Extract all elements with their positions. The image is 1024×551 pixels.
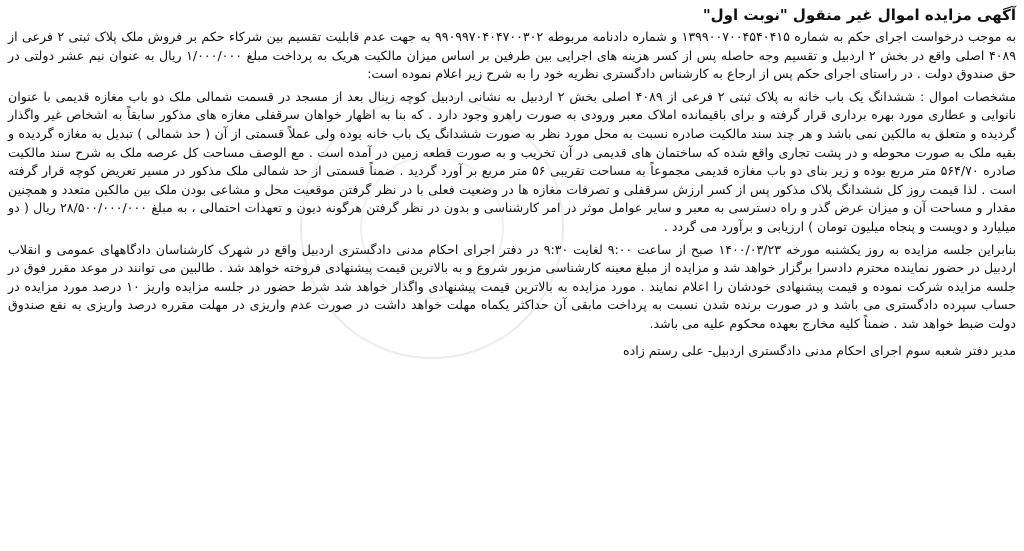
paragraph-property-specs: مشخصات اموال : ششدانگ یک باب خانه به پلاک ثبتی ۲ فرعی از ۴۰۸۹ اصلی بخش ۲ اردبیل به نشانی اردبیل کوچه زینال بعد از مسجد در قسمت شمالی ملک دو باب مغازه قدیمی با عنوان نانوایی و عطاری مورد بهره برداری قرار گرفته و برای باقیمانده املاک معبر ورودی به صورت راهرو وجود دارد . که بنا به اظهار خواهان سرقفلی مغازه های مذکور سابقاً به اشخاص غیر واگذار گردیده و متعلق به مالکین نمی باشد و هر چند سند مالکیت صادره نسبت به محل مورد نظر به صورت ششدانگ یک باب خانه بوده ولی عملاً قسمتی از آن ( حد شمالی ) تبدیل به مغازه گردیده و بقیه ملک به صورت محوطه و در پشت تجاری واقع شده که ساختمان های قدیمی در آن تخریب و به صورت قطعه زمین در آمده است . مع الوصف مساحت کل عرصه ملک به شرح سند مالکیت صادره ۵۶۴/۷۰ متر مربع بوده و زیر بنای دو باب مغازه قدیمی مجموعاً به مساحت تقریبی ۵۶ متر مربع بر آورد گردید . ضمناً قسمتی از حد شمالی ملک مذکور در مسیر تعریض کوچه قرار گرفته است . لذا قیمت روز کل ششدانگ پلاک مذکور پس از کسر ارزش سرقفلی و تصرفات مغازه ها در وضعیت فعلی با در نظر گرفتن موقعیت محل و مشاعی بودن ملک بین مالکین متعدد و همچنین مقدار و مساحت آن و میزان عرض گذر و راه دسترسی به معبر و سایر عوامل موثر در امر کارشناسی و بدون در نظر گرفتن هرگونه دیون و تعهدات احتمالی ، به مبلغ ۲۸/۵۰۰/۰۰۰/۰۰۰ ریال ( دو میلیارد و دویست و پنجاه میلیون تومان ) ارزیابی و برآورد می گردد . [8, 88, 1017, 234]
paragraph-request: به موجب درخواست اجرای حکم به شماره ۱۳۹۹۰۰۷۰۰۴۵۴۰۴۱۵ و شماره دادنامه مربوطه ۹۹۰۹۹۷۰۴۰۴۷۰۰۳۰۲ به جهت عدم قابلیت تقسیم بین شرکاء حکم بر فروش ملک پلاک ثبتی ۲ فرعی از ۴۰۸۹ اصلی واقع در بخش ۲ اردبیل و تقسیم وجه حاصله پس از کسر هزینه های اجرایی بین طرفین بر اساس میزان مالکیت هریک به پرداخت مبلغ ۱/۰۰۰/۰۰۰ ریال به عنوان نیم عشر دولتی در حق صندوق دولت . در راستای اجرای حکم پس از ارجاع به کارشناس دادگستری نظریه خود را به شرح زیر اعلام نموده است: [8, 29, 1016, 82]
paragraph-auction-session: بنابراین جلسه مزایده به روز یکشنبه مورخه ۱۴۰۰/۰۳/۲۳ صبح از ساعت ۹:۰۰ لغایت ۹:۳۰ در دفتر اجرای احکام مدنی دادگستری اردبیل واقع در شهرک کارشناسان دادگاههای عمومی و انقلاب اردبیل در حضور نماینده محترم دادسرا برگزار خواهد شد و مزایده از مبلغ معینه کارشناسی مزبور شروع و به بالاترین قیمت پیشنهادی فروخته خواهد شد . طالبین می توانند در موعد مقرر فوق در جلسه مزایده شرکت نموده و قیمت پیشنهادی خودشان را اعلام نمایند . مورد مزایده به بالاترین قیمت پیشنهادی واگذار خواهد شد شرط حضور در جلسه مزایده واریز ۱۰ درصد مورد مزایده در حساب سپرده دادگستری می باشد و در صورت برنده شدن نسبت به پرداخت مابقی آن حداکثر یکماه مهلت خواهد داشت در صورت عدم واریزی در مهلت مقرره درصد واریزی به نفع صندوق دولت ضبط خواهد شد . ضمناً کلیه مخارج بعهده محکوم علیه می باشد. [8, 241, 1017, 331]
signature-line: مدیر دفتر شعبه سوم اجرای احکام مدنی دادگستری اردبیل- علی رستم زاده [623, 342, 1016, 358]
notice-title: آگهی مزایده اموال غیر منقول "نوبت اول" [702, 6, 1016, 24]
